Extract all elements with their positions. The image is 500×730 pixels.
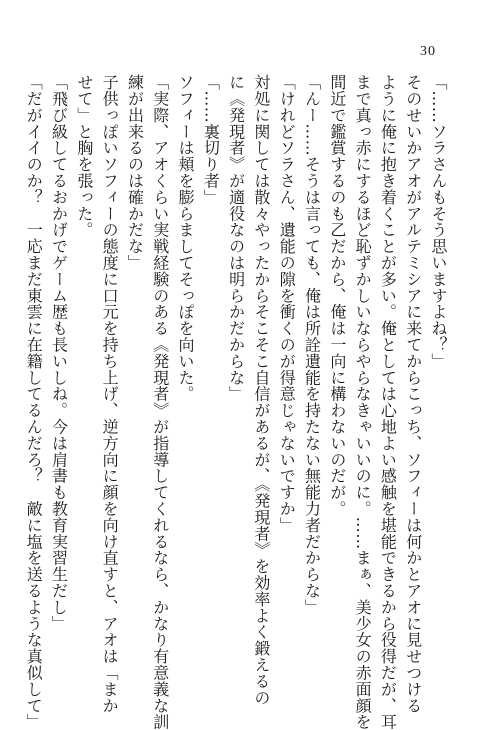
text-line: 「んー……そうは言っても、俺は所詮遺能を持たない無能力者だからな」 (302, 74, 322, 616)
text-line: に《発現者》が適役なのは明らかだからな」 (226, 74, 246, 402)
text-line: 間近で鑑賞するのも乙だから、俺は一向に構わないのだが。 (327, 74, 347, 517)
text-line: 練が出来るのは確かだな」 (125, 74, 145, 271)
page-number: 30 (420, 44, 436, 59)
text-line: 「実際、アオくらい実戦経験のある《発現者》が指導してくれるなら、かなり有意義な訓 (150, 74, 170, 730)
text-line: 「だがイイのか？ 一応まだ東雲に在籍してるんだろ？ 敵に塩を送るような真似して」 (24, 74, 44, 730)
text-line: せて」と胸を張った。 (74, 74, 94, 238)
text-line: そのせいかアオがアルテミシアに来てからこっち、ソフィーは何かとアオに見せつける (403, 74, 423, 714)
text-line: 「けれどソラさん、遺能の隙を衝くのが得意じゃないですか」 (277, 74, 297, 534)
text-line: ソフィーは頬を膨らましてそっぽを向いた。 (176, 74, 196, 402)
vertical-text-block (24, 74, 451, 730)
text-line: ように俺に抱き着くことが多い。俺としては心地よい感触を堪能できるから役得だが、耳 (378, 74, 398, 730)
text-line: 対処に関しては散々やったからそこそこ自信があるが、《発現者》を効率よく鍛えるの (251, 74, 271, 706)
text-line: 子供っぽいソフィーの態度に口元を持ち上げ、逆方向に顔を向け直すと、アオは「まか (100, 74, 120, 714)
text-line: まで真っ赤にするほど恥ずかしいならやらなきゃいいのに。……まぁ、美少女の赤面顔を (353, 74, 373, 730)
text-line: 「飛び級してるおかげでゲーム歴も長いしね。今は肩書も教育実習生だし」 (49, 74, 69, 632)
text-line: 「……ソラさんもそう思いますよね？」 (429, 74, 448, 370)
text-line: 「……裏切り者」 (201, 74, 221, 206)
